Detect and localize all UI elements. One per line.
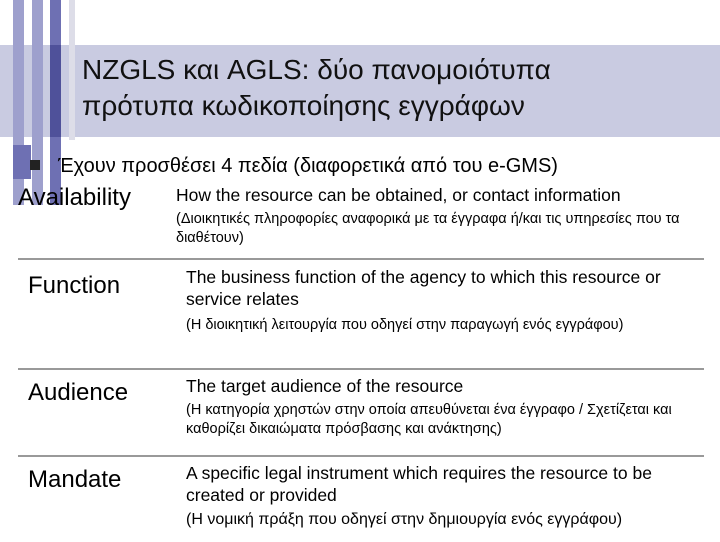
field-note: (Η διοικητική λειτουργία που οδηγεί στην παραγωγή ενός εγγράφου): [186, 317, 624, 333]
square-bullet-icon: [30, 160, 40, 170]
field-note: (Διοικητικές πληροφορίες αναφορικά με τα έγγραφα ή/και τις υπηρεσίες που τα διαθέτουν): [176, 211, 680, 246]
fields-table: [18, 184, 704, 542]
field-main-text: A specific legal instrument which requires the resource to be created or provided: [186, 463, 652, 505]
field-row: [18, 370, 704, 455]
field-row: [18, 184, 704, 258]
field-note: (Η κατηγορία χρηστών στην οποία απευθύνεται ένα έγγραφο / Σχετίζεται και καθορίζει δικαιώματα πρόσβασης και ανάκτησης): [186, 402, 672, 437]
field-row: [18, 260, 704, 368]
field-description: [180, 462, 704, 542]
field-main-text: How the resource can be obtained, or contact information: [176, 185, 621, 205]
slide-title-line: πρότυπα κωδικοποίησης εγγράφων: [82, 90, 525, 121]
field-main-text: The target audience of the resource: [186, 376, 464, 396]
slide-title-line: NZGLS και AGLS: δύο πανομοιότυπα: [82, 54, 551, 85]
field-term: Availability: [18, 184, 131, 211]
field-main-text: The business function of the agency to which this resource or service relates: [186, 267, 661, 309]
field-term: Audience: [28, 379, 129, 406]
bullet-text: Έχουν προσθέσει 4 πεδία (διαφορετικά από του e-GMS): [58, 155, 558, 177]
field-term: Mandate: [28, 466, 122, 493]
field-description: [170, 184, 704, 258]
decor-bar: [50, 45, 61, 137]
field-description: [180, 375, 704, 455]
field-term: Function: [28, 272, 121, 299]
decor-square: [13, 145, 31, 179]
decor-bar: [69, 0, 75, 140]
slide-title: [82, 52, 702, 124]
field-note: (Η νομική πράξη που οδηγεί στην δημιουργία ενός εγγράφου): [186, 511, 623, 528]
bullet-item: [30, 153, 558, 179]
field-row: [18, 457, 704, 542]
field-description: [180, 266, 704, 368]
